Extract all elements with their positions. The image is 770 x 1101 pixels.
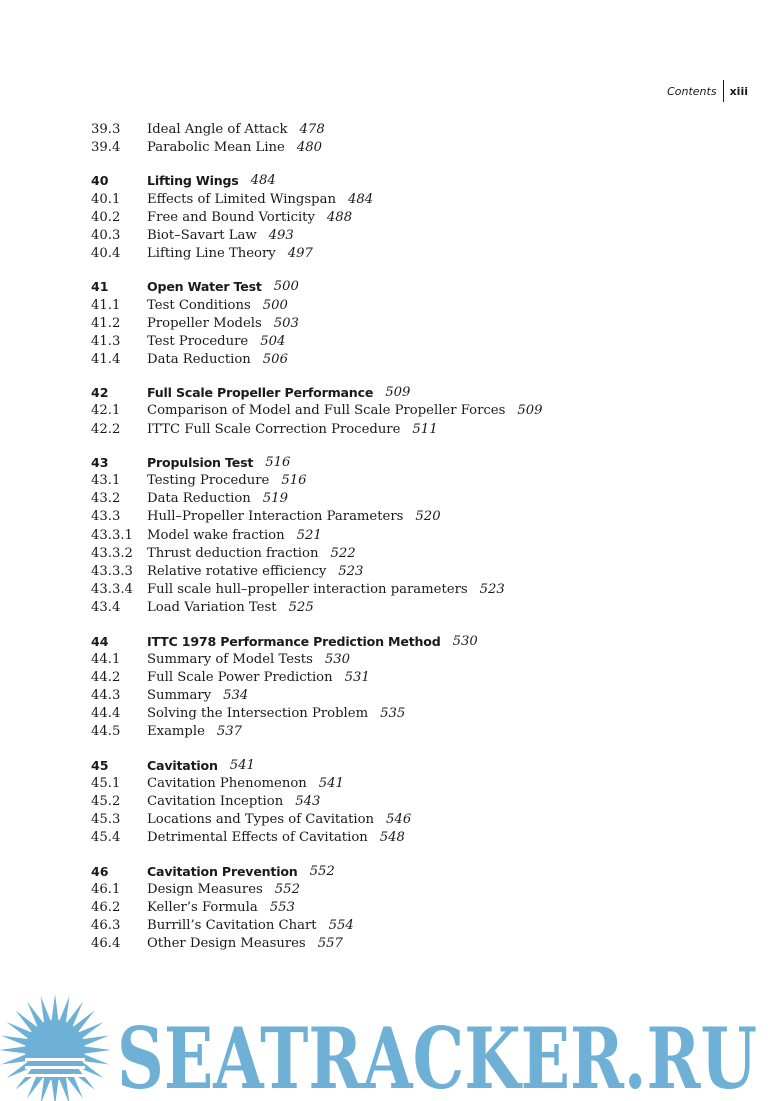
section-number: 40.3 (91, 227, 121, 243)
toc-entry[interactable] (91, 651, 711, 669)
toc-chapter (91, 121, 711, 157)
section-number: 41.2 (91, 315, 121, 331)
toc-entry[interactable] (91, 829, 711, 847)
toc-entry[interactable] (91, 669, 711, 687)
section-title: Ideal Angle of Attack (147, 122, 288, 137)
section-title: Model wake fraction (147, 527, 285, 543)
toc-entry[interactable] (91, 723, 711, 741)
toc-entry[interactable] (91, 935, 711, 953)
toc-entry[interactable] (91, 811, 711, 829)
watermark-text: SEATRACKER.RU (117, 1009, 757, 1101)
chapter-page: 509 (385, 385, 411, 401)
section-title: Propeller Models (147, 315, 262, 331)
section-number: 44.1 (91, 651, 121, 667)
section-title: Summary (147, 688, 212, 704)
section-title: Test Procedure (147, 333, 249, 349)
section-page: 543 (295, 794, 321, 809)
section-number: 45.2 (91, 794, 121, 809)
chapter-title: Propulsion Test (147, 454, 254, 470)
section-title: Cavitation Inception (147, 794, 284, 809)
section-number: 45.1 (91, 775, 121, 791)
section-title: Free and Bound Vorticity (147, 209, 315, 225)
section-number: 44.3 (91, 688, 121, 704)
toc-chapter-heading[interactable] (91, 384, 711, 402)
toc-entry[interactable] (91, 421, 711, 439)
chapter-page: 552 (309, 863, 335, 879)
toc-entry[interactable] (91, 121, 711, 139)
section-page: 531 (344, 669, 370, 685)
chapter-page: 530 (452, 633, 478, 649)
toc-chapter (91, 757, 711, 848)
toc-chapter (91, 172, 711, 263)
section-page: 523 (338, 563, 364, 579)
section-page: 553 (269, 899, 295, 915)
section-title: Full Scale Power Prediction (147, 669, 333, 685)
section-title: Detrimental Effects of Cavitation (147, 830, 368, 846)
sun-wave-line (25, 1074, 85, 1077)
section-title: Full scale hull–propeller interaction parameters (147, 582, 468, 598)
section-title: Comparison of Model and Full Scale Propeller Forces (147, 403, 506, 419)
section-title: Data Reduction (147, 491, 251, 507)
section-number: 39.4 (91, 140, 121, 156)
section-title: Burrill’s Cavitation Chart (147, 918, 317, 934)
section-number: 41.4 (91, 352, 121, 368)
section-title: Summary of Model Tests (147, 651, 313, 667)
section-title: Biot–Savart Law (147, 227, 257, 243)
section-title: Relative rotative efficiency (147, 563, 327, 579)
section-title: Load Variation Test (147, 600, 277, 616)
section-number: 44.4 (91, 706, 121, 722)
section-page: 534 (223, 688, 249, 704)
toc-entry[interactable] (91, 191, 711, 209)
watermark (0, 988, 770, 1101)
section-page: 523 (479, 582, 505, 598)
section-page: 530 (324, 651, 351, 667)
chapter-page: 516 (265, 454, 291, 470)
section-title: Design Measures (147, 881, 263, 897)
page-number: xiii (729, 84, 748, 98)
section-page: 525 (288, 600, 314, 616)
chapter-number: 41 (91, 279, 109, 295)
section-page: 519 (262, 491, 288, 507)
section-title: Hull–Propeller Interaction Parameters (147, 509, 404, 525)
section-number: 43.3 (91, 509, 121, 525)
section-number: 43.1 (91, 473, 121, 488)
toc-entry[interactable] (91, 402, 711, 420)
toc-entry[interactable] (91, 333, 711, 351)
section-title: Data Reduction (147, 352, 251, 368)
section-title: Effects of Limited Wingspan (147, 191, 336, 207)
section-page: 506 (262, 352, 288, 368)
section-page: 557 (317, 936, 343, 952)
toc-entry[interactable] (91, 297, 711, 315)
toc-entry[interactable] (91, 209, 711, 227)
section-page: 541 (318, 775, 344, 791)
section-page: 522 (330, 545, 356, 561)
section-page: 503 (273, 315, 299, 331)
toc-entry[interactable] (91, 315, 711, 333)
table-of-contents (91, 121, 711, 969)
toc-chapter-heading[interactable] (91, 633, 711, 651)
toc-chapter-heading[interactable] (91, 454, 711, 472)
toc-entry[interactable] (91, 139, 711, 157)
section-page: 484 (347, 191, 374, 207)
section-number: 45.3 (91, 812, 121, 828)
section-title: Thrust deduction fraction (147, 545, 319, 561)
section-page: 554 (328, 918, 354, 934)
chapter-number: 42 (91, 385, 109, 401)
section-number: 42.2 (91, 421, 121, 437)
chapter-number: 40 (91, 173, 109, 189)
section-number: 44.2 (91, 669, 121, 685)
toc-entry[interactable] (91, 881, 711, 899)
section-title: Testing Procedure (147, 473, 270, 488)
section-page: 535 (380, 706, 406, 722)
section-number: 40.4 (91, 246, 121, 262)
toc-entry[interactable] (91, 563, 711, 581)
chapter-number: 45 (91, 757, 109, 773)
section-page: 520 (415, 509, 441, 525)
section-title: Lifting Line Theory (147, 246, 276, 262)
section-number: 43.3.2 (91, 545, 133, 561)
section-page: 478 (299, 122, 325, 137)
toc-chapter-heading[interactable] (91, 278, 711, 296)
section-number: 43.4 (91, 600, 121, 616)
section-page: 511 (412, 421, 438, 437)
section-number: 44.5 (91, 724, 121, 740)
section-number: 41.1 (91, 297, 121, 313)
section-number: 46.1 (91, 881, 121, 897)
section-number: 46.2 (91, 899, 121, 915)
section-number: 40.2 (91, 209, 121, 225)
running-head (667, 80, 748, 102)
chapter-number: 46 (91, 863, 109, 879)
section-page: 500 (262, 297, 288, 313)
section-page: 504 (260, 333, 286, 349)
section-number: 39.3 (91, 122, 121, 137)
section-number: 41.3 (91, 333, 121, 349)
section-title: Cavitation Phenomenon (147, 775, 307, 791)
running-head-title: Contents (667, 84, 717, 98)
section-title: Other Design Measures (147, 936, 306, 952)
section-title: ITTC Full Scale Correction Procedure (147, 421, 401, 437)
section-page: 493 (268, 227, 294, 243)
toc-entry[interactable] (91, 917, 711, 935)
section-number: 46.4 (91, 936, 121, 952)
toc-entry[interactable] (91, 245, 711, 263)
toc-entry[interactable] (91, 490, 711, 508)
toc-entry[interactable] (91, 472, 711, 490)
chapter-title: Lifting Wings (147, 173, 239, 189)
section-page: 516 (281, 473, 307, 488)
sunburst-icon (0, 994, 111, 1101)
section-page: 548 (379, 830, 405, 846)
section-page: 521 (296, 527, 322, 543)
chapter-number: 43 (91, 454, 109, 470)
toc-entry[interactable] (91, 545, 711, 563)
section-number: 43.3.4 (91, 582, 133, 598)
section-number: 40.1 (91, 191, 121, 207)
section-page: 546 (386, 812, 412, 828)
toc-chapter (91, 863, 711, 954)
section-number: 45.4 (91, 830, 121, 846)
section-number: 43.2 (91, 491, 121, 507)
section-page: 537 (216, 724, 243, 740)
toc-chapter (91, 384, 711, 439)
toc-entry[interactable] (91, 599, 711, 617)
section-title: Keller’s Formula (147, 899, 258, 915)
section-number: 42.1 (91, 403, 121, 419)
toc-chapter-heading[interactable] (91, 863, 711, 881)
toc-entry[interactable] (91, 899, 711, 917)
toc-entry[interactable] (91, 705, 711, 723)
toc-chapter-heading[interactable] (91, 172, 711, 190)
toc-entry[interactable] (91, 793, 711, 811)
section-page: 509 (517, 403, 543, 419)
chapter-page: 484 (250, 173, 276, 189)
section-title: Solving the Intersection Problem (147, 706, 369, 722)
section-page: 552 (274, 881, 300, 897)
toc-entry[interactable] (91, 775, 711, 793)
chapter-title: Cavitation (147, 757, 218, 773)
section-title: Locations and Types of Cavitation (147, 812, 375, 828)
toc-entry[interactable] (91, 581, 711, 599)
toc-entry[interactable] (91, 227, 711, 245)
section-page: 480 (296, 140, 323, 156)
toc-entry[interactable] (91, 508, 711, 526)
toc-chapter (91, 454, 711, 618)
section-number: 43.3.3 (91, 563, 133, 579)
chapter-page: 500 (273, 279, 299, 295)
sun-wave-line (25, 1058, 85, 1061)
sun-wave-line (25, 1066, 85, 1069)
sun-core (25, 1020, 85, 1080)
chapter-title: Full Scale Propeller Performance (147, 385, 374, 401)
toc-entry[interactable] (91, 527, 711, 545)
toc-chapter-heading[interactable] (91, 757, 711, 775)
toc-chapter (91, 278, 711, 369)
chapter-number: 44 (91, 633, 109, 649)
chapter-title: ITTC 1978 Performance Prediction Method (147, 633, 441, 649)
chapter-title: Open Water Test (147, 279, 262, 295)
toc-chapter (91, 633, 711, 742)
section-page: 497 (287, 246, 313, 262)
chapter-title: Cavitation Prevention (147, 863, 298, 879)
section-page: 488 (326, 209, 353, 225)
section-title: Parabolic Mean Line (147, 140, 285, 156)
toc-entry[interactable] (91, 687, 711, 705)
section-title: Example (147, 724, 205, 740)
chapter-page: 541 (229, 757, 255, 773)
section-number: 43.3.1 (91, 527, 133, 543)
toc-entry[interactable] (91, 351, 711, 369)
section-title: Test Conditions (147, 297, 251, 313)
section-number: 46.3 (91, 918, 121, 934)
